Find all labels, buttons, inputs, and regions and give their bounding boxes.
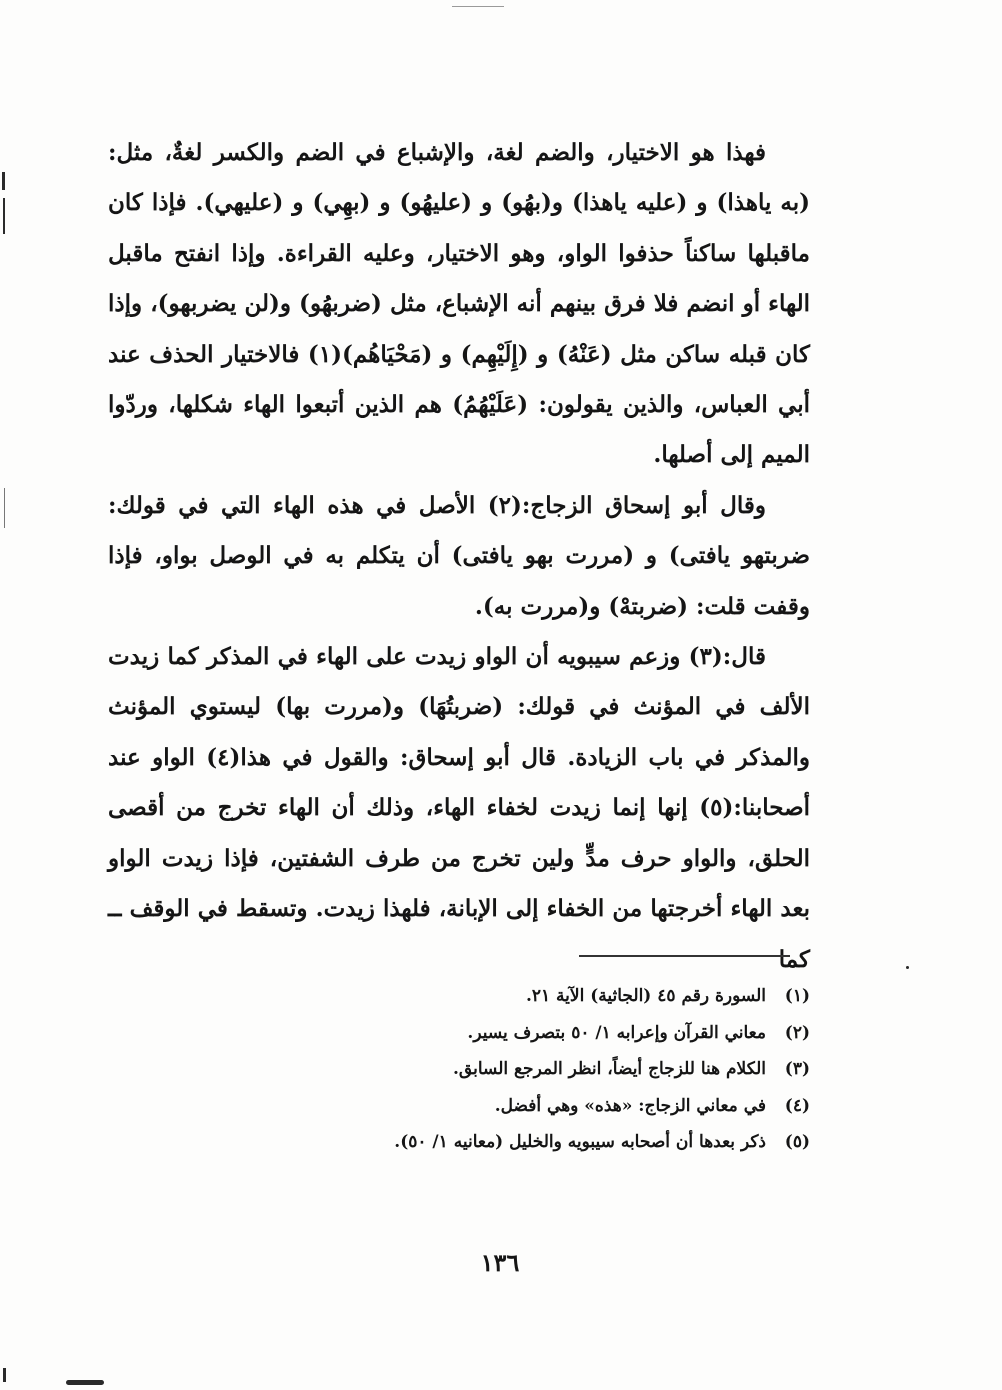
footnote-number: (٢) <box>784 1022 810 1043</box>
footnote <box>300 1051 810 1088</box>
footnotes <box>300 978 810 1161</box>
footnote-number: (١) <box>784 986 810 1006</box>
paragraph: قال:(٣) وزعم سيبويه أن الواو زيدت على الهاء في المذكر كما زيدت الألف في المؤنث في قولك: (ضربتُهَا) و(مررت بها) ليستوي المؤنث والمذكر في باب الزيادة. قال أبو إسحاق: والقول في هذا(٤) الواو عند أصحابنا:(٥) إنها إنما زيدت لخفاء الهاء، وذلك أن الهاء تخرج من أقصى الحلق، والواو حرف مدٍّ ولين تخرج من طرف الشفتين، فإذا زيدت الواو بعد الهاء أخرجتها من الخفاء إلى الإبانة، فلهذا زيدت. وتسقط في الوقف ــ كما <box>108 643 810 973</box>
paragraph: وقال أبو إسحاق الزجاج:(٢) الأصل في هذه الهاء التي في قولك: ضربتهو يافتى) و (مررت بهو يافتى) أن يتكلم به في الوصل بواو، فإذا وقفت قلت: (ضربتهْ) و(مررت به). <box>108 491 810 620</box>
footnote-number: (٣) <box>784 1059 810 1079</box>
footnote <box>300 978 810 1015</box>
footnote-separator <box>579 955 790 957</box>
paragraph: فهذا هو الاختيار، والضم لغة، والإشباع في الضم والكسر لغةٌ، مثل: (به ياهذا) و (عليه ياهذا) و(بهُو) و (عليهُو) و (بهِي) و (عليهي). فإذا كان ماقبلها ساكناً حذفوا الواو، وهو الاختيار، وعليه القراءة. وإذا انفتح ماقبل الهاء أو انضم فلا فرق بينهم أنه الإشباع، مثل (ضربهُو) و(لن يضربهو)، وإذا كان قبله ساكن مثل (عَنْهُ) و (إِلَيْهِم) و (مَحْيَاهُم)(١) فالاختيار الحذف عند أبي العباس، والذين يقولون: (عَلَيْهُمُ) هم الذين أتبعوا الهاء شكلها، وردّوا الميم إلى أصلها. <box>108 139 811 469</box>
footnote-text: معاني القرآن وإعرابه ١/ ٥٠ بتصرف يسير. <box>467 1022 766 1043</box>
page-number: ١٣٦ <box>480 1248 520 1277</box>
scan-mark <box>66 1380 104 1385</box>
footnote-text: في معاني الزجاج: «هذه» وهي أفضل. <box>494 1095 766 1116</box>
footnote-number: (٥) <box>784 1132 810 1152</box>
footnote-text: الكلام هنا للزجاج أيضاً، انظر المرجع السابق. <box>453 1059 766 1079</box>
scan-mark <box>4 488 5 528</box>
footnote <box>300 1088 810 1125</box>
footnote-text: ذكر بعدها أن أصحابه سيبويه والخليل (معانيه ١/ ٥٠). <box>394 1132 766 1152</box>
footnote-text: السورة رقم ٤٥ (الجاثية) الآية ٢١. <box>525 986 766 1006</box>
body-text <box>108 128 810 985</box>
scan-mark <box>2 172 5 190</box>
footnote-number: (٤) <box>784 1095 810 1116</box>
scan-mark <box>906 966 909 969</box>
footnote <box>300 1015 810 1052</box>
footnote <box>300 1124 810 1161</box>
top-rule <box>452 6 504 7</box>
scan-mark <box>3 198 5 234</box>
scan-mark <box>3 1368 6 1382</box>
